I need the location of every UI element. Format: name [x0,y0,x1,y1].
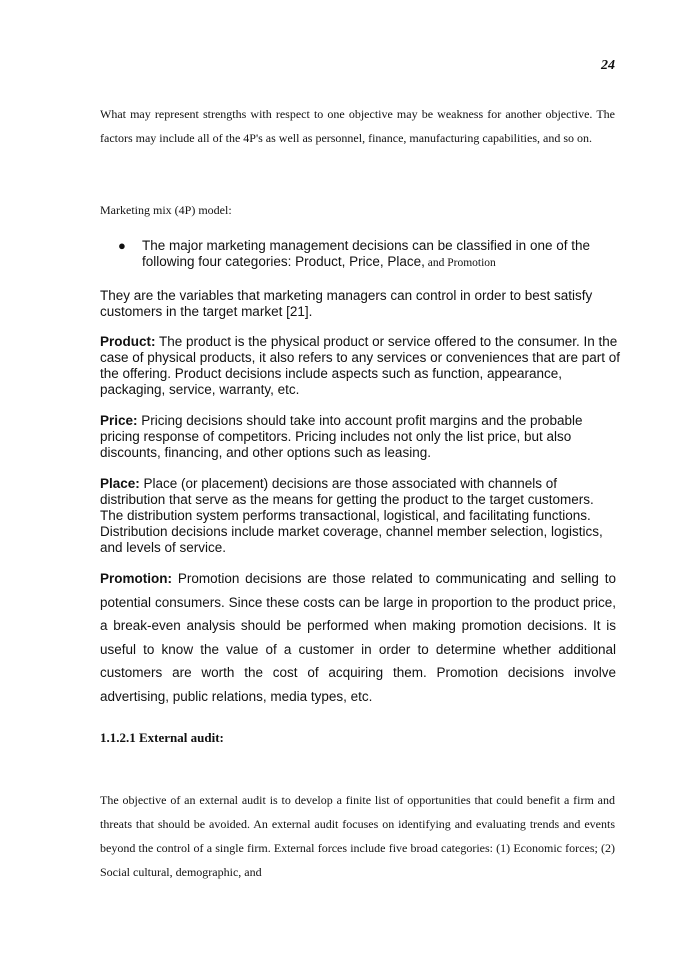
price-term: Price: [100,413,138,428]
promotion-text: Promotion decisions are those related to communicating and selling to potential consumers. Since these costs can be large in proportion to the product price, a break-even analysis should be performed when making promotion decisions. It is useful to know the value of a customer in order to determine whether additional customers are worth the cost of acquiring them. Promotion decisions involve advertising, public relations, media types, etc. [100,571,616,704]
page-number: 24 [601,58,615,73]
promotion-term: Promotion: [100,571,172,586]
bullet-icon: ● [118,238,126,253]
promotion-paragraph [100,567,616,708]
product-term: Product: [100,334,156,349]
place-text: Place (or placement) decisions are those associated with channels of distribution that serve as the means for getting the product to the target customers. The distribution system performs transactional, logistical, and facilitating functions. Distribution decisions include market coverage, channel member selection, logistics, and levels of service. [100,476,603,555]
price-paragraph [100,413,620,461]
marketing-mix-label: Marketing mix (4P) model: [100,203,232,217]
variables-paragraph: They are the variables that marketing managers can control in order to best satisfy customers in the target market [21]. [100,288,593,319]
section-heading: 1.1.2.1 External audit: [100,730,224,745]
product-paragraph [100,334,620,398]
intro-paragraph: What may represent strengths with respect to one objective may be weakness for another objective. The factors may include all of the 4P's as well as personnel, finance, manufacturing capabilities, and so on. [100,107,615,145]
bullet-main-text: The major marketing management decisions can be classified in one of the following four categories: Product, Price, Place, [142,238,590,269]
place-term: Place: [100,476,140,491]
bullet-text [142,238,617,271]
price-text: Pricing decisions should take into account profit margins and the probable pricing response of competitors. Pricing includes not only the list price, but also discounts, financing, and other options such as leasing. [100,413,583,460]
place-paragraph [100,476,620,556]
external-audit-paragraph: The objective of an external audit is to develop a finite list of opportunities that could benefit a firm and threats that should be avoided. An external audit focuses on identifying and evaluating trends and events beyond the control of a single firm. External forces include five broad categories: (1) Economic forces; (2) Social cultural, demographic, and [100,793,615,879]
bullet-tail-text: and Promotion [424,257,496,269]
product-text: The product is the physical product or service offered to the consumer. In the case of physical products, it also refers to any services or conveniences that are part of the offering. Product decisions include aspects such as function, appearance, packaging, service, warranty, etc. [100,334,621,397]
